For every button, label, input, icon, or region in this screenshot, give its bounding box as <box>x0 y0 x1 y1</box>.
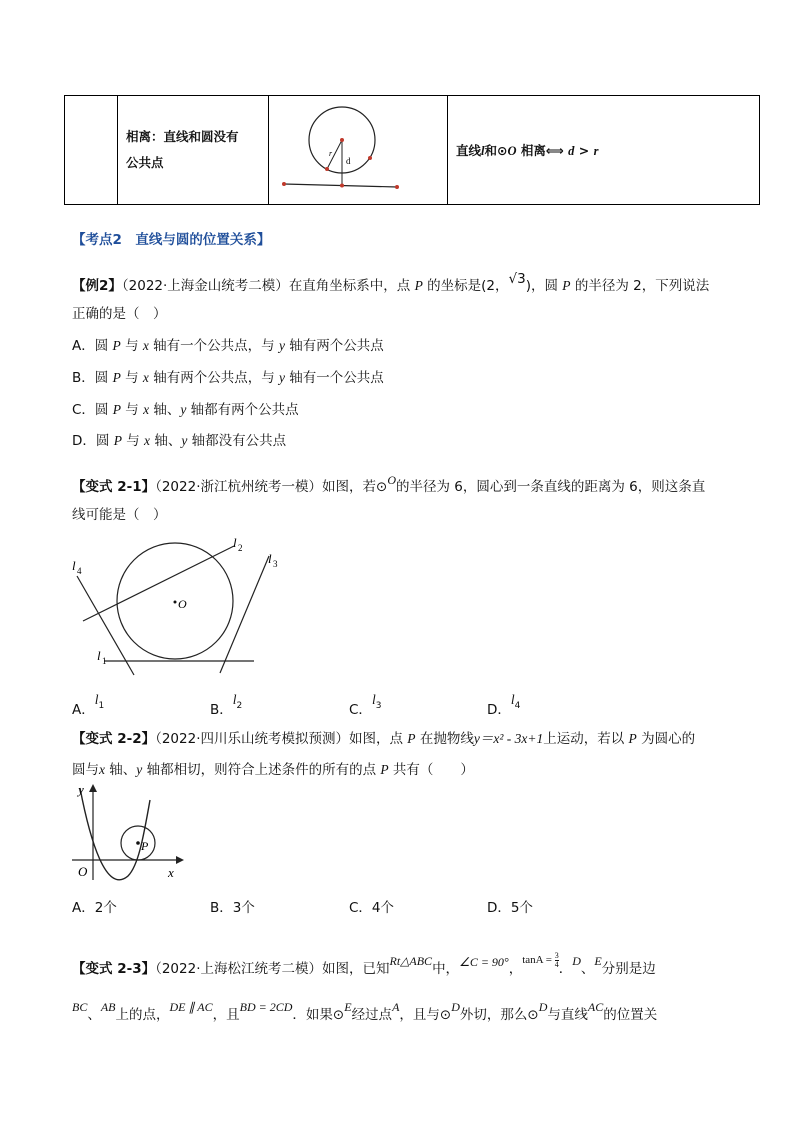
tan-label: tanA = <box>522 954 555 966</box>
label-O: O <box>178 597 187 611</box>
line-endpoint <box>395 185 399 189</box>
variant22-line-2 <box>72 760 474 780</box>
option-A[interactable]: A．2个 <box>72 900 117 916</box>
center-point <box>340 138 344 142</box>
text: 分别是边 <box>601 961 656 977</box>
label-line-2: 公共点 <box>126 155 164 170</box>
subscript: 3 <box>375 701 382 711</box>
text: 如图，已知 <box>322 961 390 977</box>
variant-tag: 【变式 2-3】 <box>72 961 156 977</box>
var-P: P <box>112 402 121 417</box>
text: 与 <box>121 433 145 449</box>
option-key: A． <box>72 702 95 718</box>
text: 如图，点 <box>349 731 408 747</box>
text: 为圆心的 <box>636 731 696 747</box>
fraction <box>555 952 559 969</box>
circle-point <box>325 167 329 171</box>
label-l3: l <box>268 551 272 566</box>
text: 轴有两个公共点，与 <box>148 370 279 386</box>
text: 上的点， <box>115 1007 170 1023</box>
var-D: D <box>538 1000 548 1014</box>
var-D: D <box>451 1000 460 1014</box>
math-angle: ∠C = 90° <box>459 955 509 969</box>
var-P: P <box>407 731 416 746</box>
option-C[interactable] <box>349 692 382 722</box>
text: ，且与⊙ <box>399 1007 452 1023</box>
text: 与 <box>120 370 143 386</box>
var-y: y <box>279 370 285 385</box>
relation-l: l <box>481 144 485 158</box>
option-B[interactable]: B．3个 <box>210 900 255 916</box>
sqrt-3: √3 <box>508 271 526 287</box>
option-A[interactable] <box>72 336 384 356</box>
var-P: P <box>113 433 122 448</box>
var-l: l <box>371 692 376 707</box>
text: 的半径为 2，下列说法 <box>570 278 710 294</box>
label-y: y <box>78 782 84 797</box>
text: ．如果⊙ <box>292 1007 345 1023</box>
circle-point <box>368 156 372 160</box>
label-line-1: 相离：直线和圆没有 <box>126 129 239 144</box>
denominator: 4 <box>554 959 559 969</box>
label-l1-sub: 1 <box>102 656 107 666</box>
source: （2022·上海金山统考二模） <box>121 278 289 294</box>
example-tag: 【例2】 <box>72 278 122 294</box>
var-x: x <box>143 402 150 417</box>
var-y: y <box>278 338 285 353</box>
var-P: P <box>112 370 121 385</box>
var-O: O <box>387 473 396 487</box>
option-C[interactable] <box>72 400 299 420</box>
var-A: A <box>392 1000 400 1014</box>
numerator: 3 <box>554 950 559 960</box>
variant22-line-1 <box>72 729 695 749</box>
tangent-lines-figure <box>68 533 278 667</box>
relation-text: 和⊙ <box>484 143 508 158</box>
var-AB: AB <box>100 1000 116 1014</box>
var-y: y <box>181 433 188 448</box>
text: 、 <box>87 1007 101 1023</box>
label-x: x <box>168 865 174 880</box>
variant21-line-2: 线可能是（ ） <box>72 507 167 523</box>
text: ． <box>558 961 573 977</box>
var-l: l <box>510 692 515 707</box>
example2-line-1 <box>72 271 710 296</box>
table-cell-label <box>118 96 269 205</box>
text: 的位置关 <box>603 1007 658 1023</box>
r-label: r <box>329 149 333 158</box>
text: 与直线 <box>547 1007 588 1023</box>
label-l3-sub: 3 <box>273 559 278 569</box>
text: 的坐标是(2， <box>422 278 509 294</box>
parabola-equation: y＝x² - 3x+1 <box>473 731 544 746</box>
text: ，且 <box>212 1007 240 1023</box>
text: 轴都相切，则符合上述条件的所有的点 <box>142 762 381 778</box>
text: 、 <box>580 961 595 977</box>
option-key: C． <box>349 702 372 718</box>
option-key: D． <box>487 702 511 718</box>
math-tan <box>522 950 559 969</box>
var-x: x <box>99 762 105 777</box>
source: （2022·上海松江统考二模） <box>155 961 322 977</box>
label-l1: l <box>97 648 101 663</box>
label-O: O <box>78 864 88 879</box>
option-key: B． <box>210 702 233 718</box>
var-P: P <box>414 278 423 293</box>
text: 轴、 <box>149 402 181 418</box>
label-l4: l <box>72 558 76 573</box>
option-A[interactable] <box>72 692 105 722</box>
section-heading: 【考点2 直线与圆的位置关系】 <box>72 232 271 248</box>
option-D[interactable]: D．5个 <box>487 900 533 916</box>
table-cell-diagram <box>269 96 448 205</box>
parabola-figure <box>68 780 188 884</box>
text: 中， <box>432 961 460 977</box>
x-axis-arrow <box>176 856 184 864</box>
text: 在直角坐标系中，点 <box>288 278 415 294</box>
center-O <box>174 601 177 604</box>
subscript: 2 <box>236 701 243 711</box>
option-key: A．圆 <box>72 338 113 354</box>
label-l4-sub: 4 <box>77 566 82 576</box>
option-D[interactable] <box>72 431 286 451</box>
var-D: D <box>572 954 581 968</box>
var-P: P <box>112 338 121 353</box>
line-l2 <box>83 546 234 621</box>
relation-r: r <box>593 144 599 158</box>
text: 轴都没有公共点 <box>187 433 287 449</box>
subscript: 1 <box>98 701 105 711</box>
text: 的半径为 6，圆心到一条直线的距离为 6，则这条直 <box>395 479 706 495</box>
variant23-line-2 <box>72 1000 658 1025</box>
source: （2022·四川乐山统考模拟预测） <box>155 731 349 747</box>
table-row <box>65 96 760 205</box>
label-l2: l <box>233 535 237 550</box>
separated-line-diagram <box>269 96 447 200</box>
line-endpoint <box>282 182 286 186</box>
relation-gt: > <box>574 143 594 158</box>
var-l: l <box>94 692 99 707</box>
y-axis-arrow <box>89 784 97 792</box>
example2-line-2: 正确的是（ ） <box>72 306 167 322</box>
variant-tag: 【变式 2-2】 <box>72 731 156 747</box>
variant21-line-1 <box>72 473 706 497</box>
line-l3 <box>220 556 269 673</box>
var-AC: AC <box>587 1000 604 1014</box>
variant-tag: 【变式 2-1】 <box>72 479 156 495</box>
text: 外切，那么⊙ <box>459 1007 539 1023</box>
table-cell-relation <box>448 96 760 205</box>
var-P: P <box>628 731 637 746</box>
text: 经过点 <box>351 1007 393 1023</box>
definition-table <box>64 95 760 205</box>
var-P: P <box>380 762 389 777</box>
text: 轴有一个公共点，与 <box>148 338 279 354</box>
var-P: P <box>562 278 571 293</box>
var-l: l <box>232 692 237 707</box>
relation-text: 相离⟺ <box>516 143 569 158</box>
text: 共有（ ） <box>388 762 474 778</box>
option-key: C．圆 <box>72 402 113 418</box>
option-B[interactable] <box>72 368 384 388</box>
text: 轴、 <box>150 433 182 449</box>
source: （2022·浙江杭州统考一模） <box>155 479 322 495</box>
text: )，圆 <box>525 278 563 294</box>
text: 如图，若⊙ <box>322 479 388 495</box>
text: ， <box>508 961 523 977</box>
var-x: x <box>142 370 149 385</box>
text: 轴、 <box>105 762 137 778</box>
option-D[interactable] <box>487 692 521 722</box>
var-y: y <box>136 762 143 777</box>
var-x: x <box>142 338 149 353</box>
relation-text: 直线 <box>456 143 482 158</box>
text: 与 <box>120 402 144 418</box>
text: 圆与 <box>72 762 99 778</box>
var-y: y <box>180 402 187 417</box>
option-C[interactable]: C．4个 <box>349 900 395 916</box>
table-cell-empty <box>65 96 118 205</box>
var-BC: BC <box>72 1000 88 1014</box>
variant23-line-1 <box>72 950 656 980</box>
text: 与 <box>120 338 143 354</box>
var-E: E <box>344 1000 352 1014</box>
option-B[interactable] <box>210 692 243 722</box>
point-P <box>136 841 140 845</box>
parabola-curve <box>80 788 150 880</box>
math-bd-2cd: BD = 2CD <box>239 1000 293 1014</box>
option-key: D．圆 <box>72 433 114 449</box>
text: 轴有两个公共点 <box>284 338 384 354</box>
subscript: 4 <box>514 701 521 711</box>
var-E: E <box>594 954 602 968</box>
text: 轴都有两个公共点 <box>186 402 299 418</box>
label-P: P <box>141 839 149 853</box>
relation-O: O <box>507 144 517 158</box>
text: 轴有一个公共点 <box>285 370 384 386</box>
text: 在抛物线 <box>415 731 474 747</box>
foot-point <box>340 184 344 188</box>
math-parallel: DE ∥ AC <box>169 1000 213 1014</box>
relation-d: d <box>568 144 575 158</box>
d-label: d <box>346 156 351 166</box>
option-key: B．圆 <box>72 370 113 386</box>
label-l2-sub: 2 <box>238 543 243 553</box>
text: 上运动，若以 <box>543 731 629 747</box>
math-rt-triangle: Rt△ABC <box>389 954 433 968</box>
var-x: x <box>144 433 151 448</box>
